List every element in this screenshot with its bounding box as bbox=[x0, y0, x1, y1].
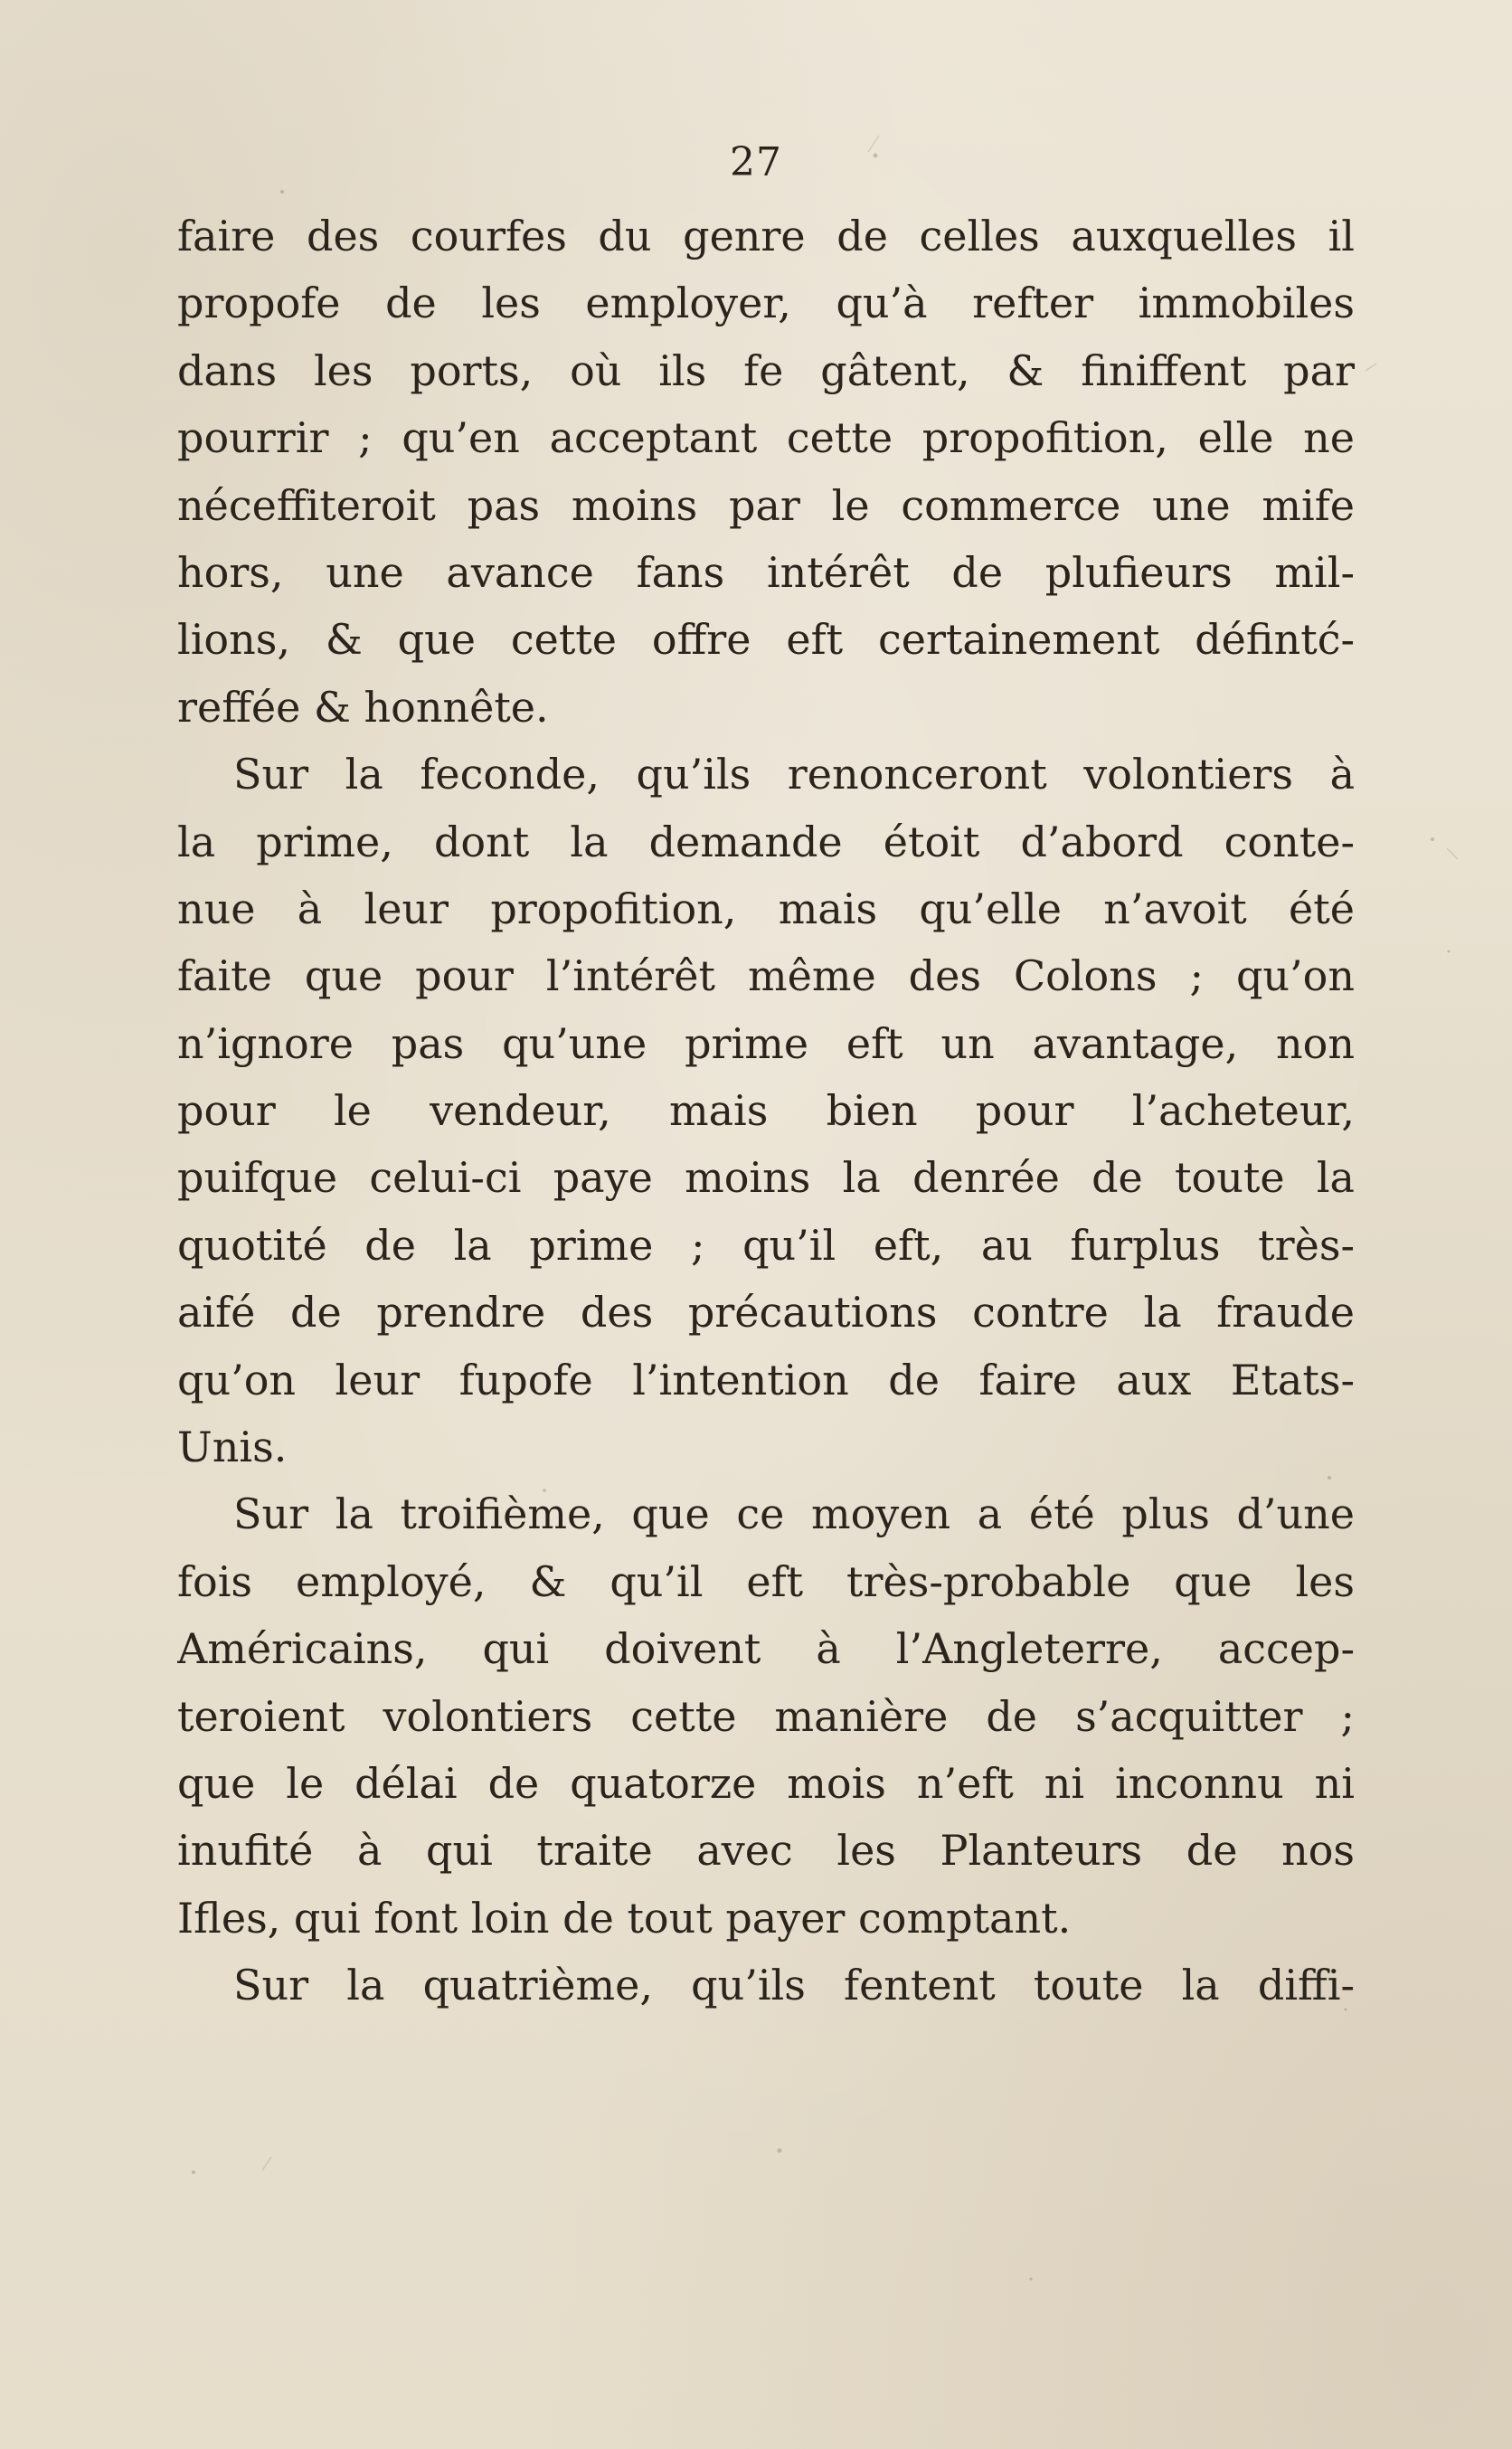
text-line-26: Ifles, qui font loin de tout payer comptant. bbox=[177, 1893, 1072, 1943]
text-line-23: teroient volontiers cette manière de s’acquitter ; bbox=[177, 1691, 1355, 1741]
text-line-16: quotité de la prime ; qu’il eft, au furplus très- bbox=[177, 1220, 1355, 1270]
text-line-18: qu’on leur fupofe l’intention de faire aux Etats- bbox=[177, 1355, 1355, 1404]
text-line-10: la prime, dont la demande étoit d’abord conte- bbox=[177, 817, 1355, 866]
text-line-2: propofe de les employer, qu’à refter immobiles bbox=[177, 279, 1355, 328]
text-line-13: n’ignore pas qu’une prime eft un avantage, non bbox=[177, 1018, 1355, 1068]
text-line-5: néceffiteroit pas moins par le commerce une mife bbox=[177, 480, 1355, 530]
text-line-7: lions, & que cette offre eft certainement défintć- bbox=[177, 615, 1355, 665]
text-line-12: faite que pour l’intérêt même des Colons ; qu’on bbox=[177, 951, 1355, 1001]
text-line-17: aifé de prendre des précautions contre la fraude bbox=[177, 1288, 1355, 1338]
text-line-8: reffée & honnête. bbox=[177, 682, 549, 732]
text-line-6: hors, une avance fans intérêt de plufieurs mil- bbox=[177, 547, 1355, 597]
text-line-24: que le délai de quatorze mois n’eft ni inconnu ni bbox=[177, 1758, 1355, 1808]
page-number: 27 bbox=[730, 139, 782, 185]
text-line-3: dans les ports, où ils fe gâtent, & finiffent par bbox=[177, 345, 1355, 395]
text-line-27: Sur la quatrième, qu’ils fentent toute la diffi- bbox=[233, 1961, 1355, 2010]
text-line-1: faire des courfes du genre de celles auxquelles il bbox=[177, 212, 1355, 260]
text-line-25: inufité à qui traite avec les Planteurs de nos bbox=[177, 1826, 1355, 1876]
text-line-11: nue à leur propofition, mais qu’elle n’avoit été bbox=[177, 884, 1355, 933]
text-line-9: Sur la feconde, qu’ils renonceront volontiers à bbox=[233, 750, 1355, 799]
text-line-15: puifque celui-ci paye moins la denrée de toute la bbox=[177, 1153, 1355, 1203]
text-line-4: pourrir ; qu’en acceptant cette propofition, elle ne bbox=[177, 413, 1355, 463]
text-line-19: Unis. bbox=[177, 1423, 288, 1472]
text-line-14: pour le vendeur, mais bien pour l’acheteur, bbox=[177, 1086, 1355, 1136]
text-line-20: Sur la troifième, que ce moyen a été plus d’une bbox=[233, 1489, 1355, 1539]
text-line-21: fois employé, & qu’il eft très-probable que les bbox=[177, 1556, 1355, 1606]
text-line-22: Américains, qui doivent à l’Angleterre, accep- bbox=[177, 1624, 1355, 1674]
body-text bbox=[177, 203, 1355, 2019]
